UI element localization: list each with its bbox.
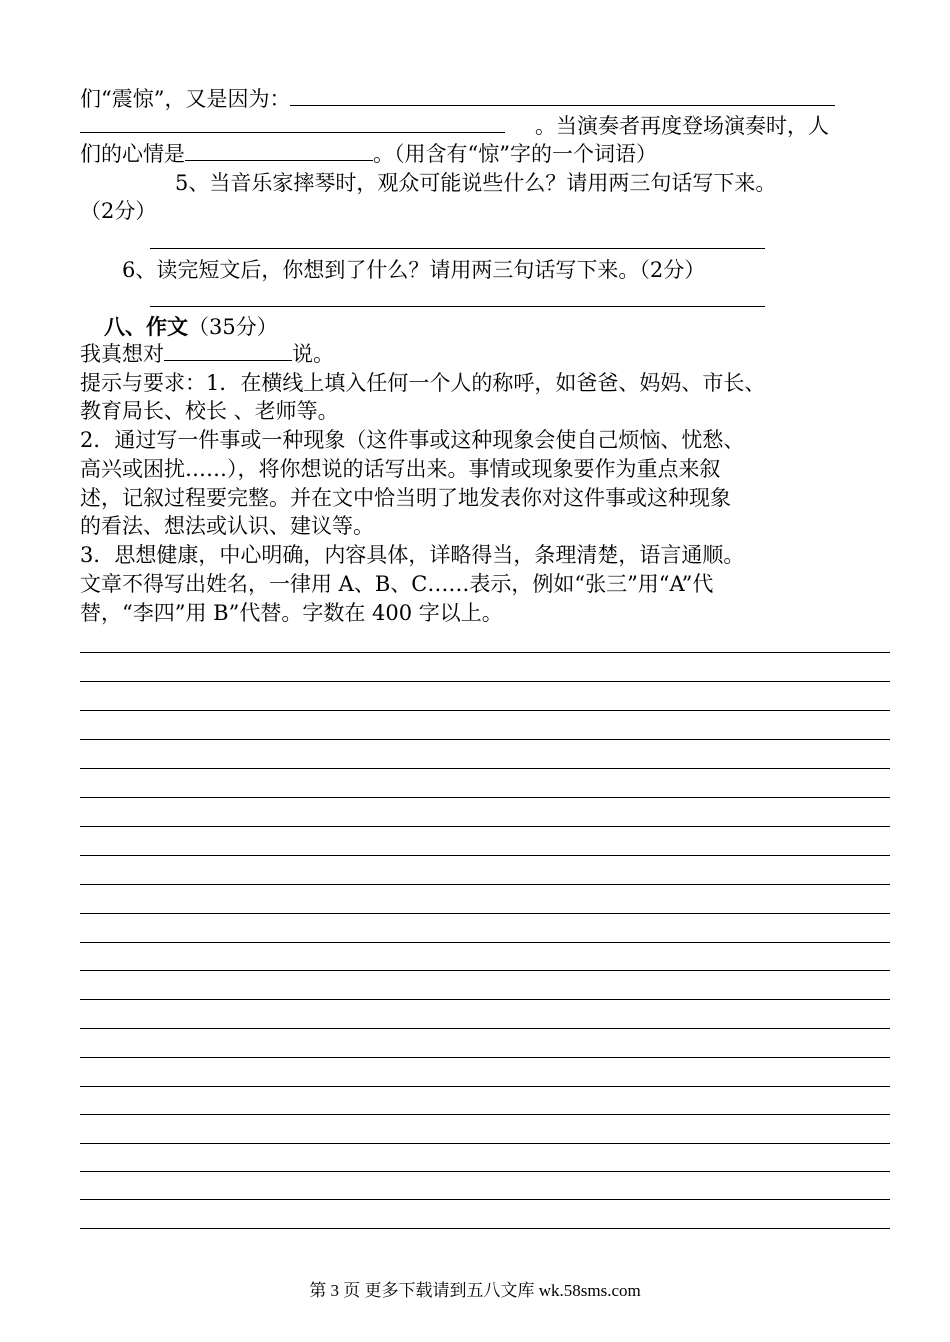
writing-line[interactable] — [80, 1199, 890, 1200]
writing-line[interactable] — [80, 1028, 890, 1029]
q7-line-3-prefix: 们的心情是 — [80, 142, 185, 166]
writing-line[interactable] — [80, 884, 890, 885]
section-8-heading — [104, 314, 278, 340]
section-8-score: （35分） — [188, 315, 278, 339]
writing-line[interactable] — [80, 1143, 890, 1144]
answer-line-q5[interactable] — [150, 248, 765, 249]
requirement-2-line-c: 述，记叙过程要完整。并在文中恰当明了地发表你对这件事或这种现象 — [80, 486, 731, 510]
title-blank[interactable] — [164, 342, 292, 361]
writing-line[interactable] — [80, 652, 890, 653]
q7-line-3 — [80, 141, 657, 167]
q7-line-2-text: 。当演奏者再度登场演奏时，人 — [535, 114, 829, 138]
requirement-3-line-b: 文章不得写出姓名，一律用 A、B、C……表示，例如“张三”用“A”代 — [80, 572, 714, 596]
writing-line[interactable] — [80, 681, 890, 682]
writing-line[interactable] — [80, 739, 890, 740]
composition-title-suffix: 说。 — [292, 342, 334, 366]
page-footer: 第 3 页 更多下载请到五八文库 wk.58sms.com — [309, 1281, 641, 1300]
requirement-2-line-d: 的看法、想法或认识、建议等。 — [80, 514, 374, 538]
question-6: 6、读完短文后，你想到了什么？请用两三句话写下来。（2分） — [122, 258, 706, 282]
requirement-1-line-b: 教育局长、校长 、老师等。 — [80, 399, 339, 423]
writing-line[interactable] — [80, 826, 890, 827]
writing-line[interactable] — [80, 1228, 890, 1229]
writing-line[interactable] — [80, 710, 890, 711]
requirement-3-line-c: 替，“李四”用 B”代替。字数在 400 字以上。 — [80, 601, 503, 625]
q7-line-1 — [80, 86, 835, 112]
writing-line[interactable] — [80, 970, 890, 971]
composition-title — [80, 341, 334, 367]
answer-blank[interactable] — [290, 87, 835, 106]
writing-line[interactable] — [80, 1086, 890, 1087]
writing-line[interactable] — [80, 1114, 890, 1115]
writing-line[interactable] — [80, 855, 890, 856]
writing-line[interactable] — [80, 1171, 890, 1172]
requirement-2-line-a: 2．通过写一件事或一种现象（这件事或这种现象会使自己烦恼、忧愁、 — [80, 428, 745, 452]
q7-line-2 — [80, 113, 829, 139]
writing-line[interactable] — [80, 999, 890, 1000]
writing-line[interactable] — [80, 797, 890, 798]
section-8-title: 八、作文 — [104, 314, 188, 339]
writing-line[interactable] — [80, 913, 890, 914]
question-5: 5、当音乐家摔琴时，观众可能说些什么？请用两三句话写下来。 — [175, 171, 777, 195]
requirement-1-line-a: 提示与要求：1．在横线上填入任何一个人的称呼，如爸爸、妈妈、市长、 — [80, 371, 766, 395]
answer-blank[interactable] — [185, 142, 373, 161]
q7-line-3-suffix: 。（用含有“惊”字的一个词语） — [373, 142, 657, 166]
requirement-2-line-b: 高兴或困扰……），将你想说的话写出来。事情或现象要作为重点来叙 — [80, 457, 721, 481]
answer-blank[interactable] — [80, 114, 505, 133]
writing-line[interactable] — [80, 768, 890, 769]
answer-line-q6[interactable] — [150, 306, 765, 307]
composition-title-prefix: 我真想对 — [80, 342, 164, 366]
q7-line-1-text: 们“震惊”，又是因为： — [80, 87, 291, 111]
question-5-score: （2分） — [80, 199, 157, 223]
requirement-3-line-a: 3．思想健康，中心明确，内容具体，详略得当，条理清楚，语言通顺。 — [80, 543, 745, 567]
writing-line[interactable] — [80, 1057, 890, 1058]
writing-line[interactable] — [80, 942, 890, 943]
